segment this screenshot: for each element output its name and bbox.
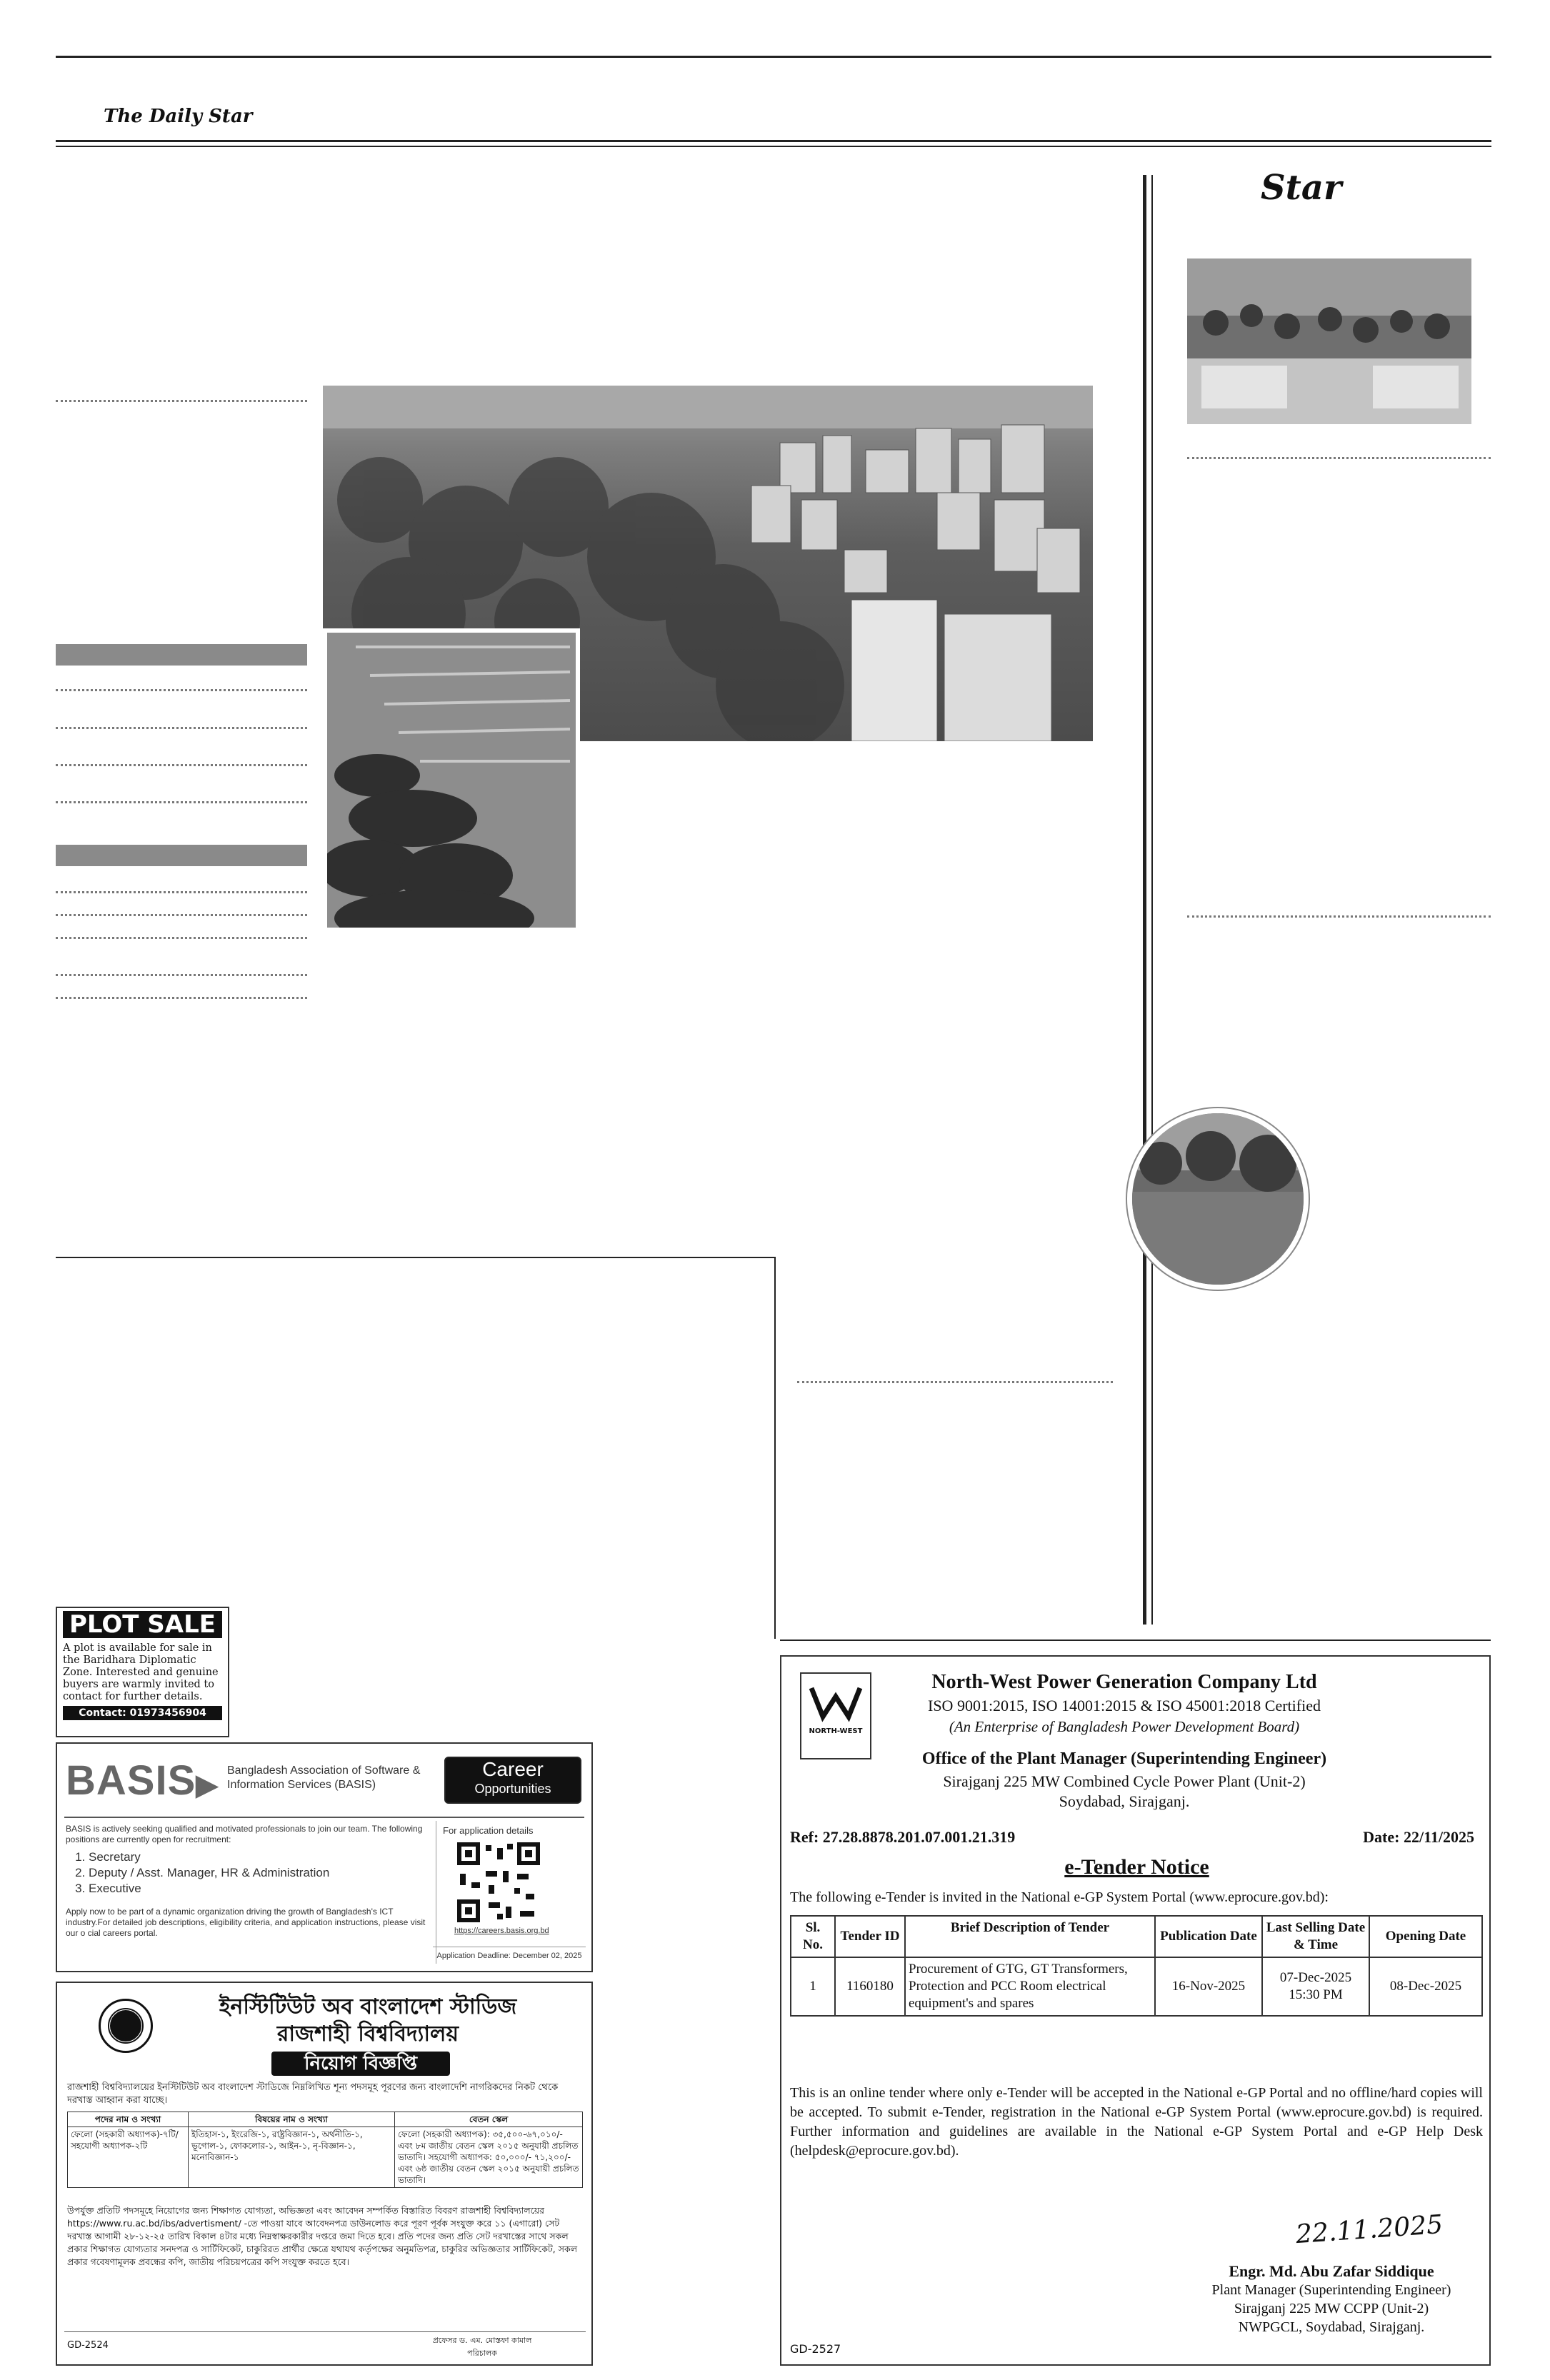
signer-name: Engr. Md. Abu Zafar Siddique bbox=[1229, 2262, 1434, 2280]
table-row bbox=[68, 2127, 583, 2188]
tender-ref: Ref: 27.28.8878.201.07.001.21.319 bbox=[790, 1828, 1016, 1846]
right-divider bbox=[1187, 457, 1491, 459]
left-divider bbox=[56, 974, 307, 976]
table-header: Tender ID bbox=[835, 1916, 905, 1957]
right-column-separator bbox=[1143, 175, 1146, 1625]
nwpgcl-logo-text: NORTH-WEST bbox=[809, 1727, 863, 1735]
basis-positions bbox=[66, 1849, 453, 1897]
nwpgcl-iso: ISO 9001:2015, ISO 14001:2015 & ISO 45001:2018 Certified bbox=[928, 1697, 1321, 1714]
ibs-divider bbox=[64, 2331, 586, 2332]
table-header: Last Selling Date & Time bbox=[1262, 1916, 1369, 1957]
tender-date: Date: 22/11/2025 bbox=[1363, 1828, 1474, 1846]
plot-sale-contact: Contact: 01973456904 bbox=[63, 1706, 222, 1720]
basis-divider bbox=[64, 1817, 584, 1818]
nwpgcl-tender-ad bbox=[780, 1655, 1491, 2366]
ibs-designation: পরিচালক bbox=[467, 2349, 497, 2358]
for-application-label: For application details bbox=[443, 1825, 534, 1836]
masthead: The Daily Star bbox=[104, 106, 253, 127]
mid-divider bbox=[797, 1381, 1113, 1383]
nwpgcl-plant: Sirajganj 225 MW Combined Cycle Power Plant (Unit-2) bbox=[943, 1772, 1306, 1790]
basis-logo bbox=[66, 1757, 219, 1804]
left-section-bar bbox=[56, 644, 307, 666]
signer-location: NWPGCL, Soydabad, Sirajganj. bbox=[1238, 2319, 1425, 2335]
table-cell: 1160180 bbox=[835, 1957, 905, 2016]
ibs-notice-badge: নিয়োগ বিজ্ঞপ্তি bbox=[271, 2052, 450, 2076]
nwpgcl-company: North-West Power Generation Company Ltd bbox=[931, 1671, 1317, 1693]
arrow-right-icon: ▶ bbox=[196, 1769, 219, 1801]
table-header: Opening Date bbox=[1369, 1916, 1482, 1957]
ibs-signatory: প্রফেসর ড. এম. মোস্তফা কামাল bbox=[432, 2336, 532, 2345]
ibs-title: ইনস্টিটিউট অব বাংলাদেশ স্টাডিজ bbox=[219, 1994, 517, 2019]
ibs-footer-text: উপর্যুক্ত প্রতিটি পদসমূহে নিয়োগের জন্য শিক্ষাগত যোগ্যতা, অভিজ্ঞতা এবং আবেদন সম্পর্কিত বিস্তারিত বিবরণ রাজশাহী বিশ্ববিদ্যালয়ের https://www.ru.ac.bd/ibs/advertisment/ -তে পাওয়া যাবে আবেদনপত্র ডাউনলোড করে পূরণ পূর্বক সংযুক্ত করে ১১ (এগারো) সেট দরখাস্ত আগামী ২৮-১২-২৫ তারিখ বিকাল ৪টার মধ্যে নিম্নস্বাক্ষরকারীর দপ্তরে জমা দিতে হবে। প্রতি পদের জন্য প্রতি সেট দরখাস্তের সাথে সকল প্রকার শিক্ষাগত যোগ্যতার সনদপত্র ও সার্টিফিকেট, চাকুরিরত প্রার্থীর ক্ষেত্রে যথাযথ কর্তৃপক্ষের অনুমতিপত্র, চাকুরির অভিজ্ঞতার সার্টিফিকেট, সকল প্রকার গবেষণামূলক প্রবন্ধের কপি, জাতীয় পরিচয়পত্রের কপি সংযুক্ত করতে হবে। bbox=[67, 2205, 578, 2267]
table-cell: ফেলো (সহকারী অধ্যাপক): ৩৫,৫০০-৬৭,০১০/- এবং ৮ম জাতীয় বেতন স্কেল ২০১৫ অনুযায়ী প্রচলিত ভাতাদি। সহযোগী অধ্যাপক: ৫০,০০০/- ৭১,২০০/- এবং ৬ষ্ঠ জাতীয় বেতন স্কেল ২০১৫ অনুযায়ী প্রচলিত ভাতাদি। bbox=[395, 2127, 583, 2188]
header-double-rule bbox=[56, 140, 1491, 142]
table-cell: ইতিহাস-১, ইংরেজি-১, রাষ্ট্রবিজ্ঞান-১, অর্থনীতি-১, ভূগোল-১, ফোকলোর-১, আইন-১, নৃ-বিজ্ঞান-১, মনোবিজ্ঞান-১ bbox=[189, 2127, 395, 2188]
basis-logo-text: BASIS bbox=[66, 1757, 196, 1804]
left-divider bbox=[56, 727, 307, 729]
plot-sale-body: A plot is available for sale in the Baridhara Diplomatic Zone. Interested and genuine buyers are warmly invited to contact for further details. bbox=[63, 1642, 219, 1702]
inset-plant-photo bbox=[323, 628, 580, 932]
nwpgcl-logo bbox=[800, 1672, 871, 1759]
tender-table bbox=[790, 1915, 1483, 2017]
basis-deadline: Application Deadline: December 02, 2025 bbox=[433, 1947, 586, 1960]
signature-date: 22.11.2025 bbox=[1294, 2209, 1444, 2250]
right-divider bbox=[1187, 915, 1491, 918]
table-row bbox=[791, 1957, 1482, 2016]
table-cell: Procurement of GTG, GT Transformers, Protection and PCC Room electrical equipment's and spares bbox=[905, 1957, 1155, 2016]
table-cell: 07-Dec-2025 15:30 PM bbox=[1262, 1957, 1369, 2016]
table-header: Brief Description of Tender bbox=[905, 1916, 1155, 1957]
nwpgcl-office: Office of the Plant Manager (Superintending Engineer) bbox=[921, 1749, 1327, 1768]
nwpgcl-logo-icon bbox=[807, 1681, 864, 1724]
qr-code-icon bbox=[457, 1842, 540, 1922]
ibs-recruitment-ad bbox=[56, 1982, 593, 2366]
position-item: 2. Deputy / Asst. Manager, HR & Administration bbox=[89, 1865, 453, 1881]
left-divider bbox=[56, 689, 307, 691]
left-divider bbox=[56, 400, 307, 402]
nwpgcl-code: GD-2527 bbox=[790, 2342, 841, 2356]
table-cell: 08-Dec-2025 bbox=[1369, 1957, 1482, 2016]
ibs-intro: রাজশাহী বিশ্ববিদ্যালয়ের ইনস্টিটিউট অব বাংলাদেশ স্টাডিজে নিম্নলিখিত শূন্য পদসমূহ পূরণের জন্য বাংলাদেশি নাগরিকদের নিকট থেকে দরখাস্ত আহ্বান করা যাচ্ছে। bbox=[67, 2082, 559, 2106]
table-cell: ফেলো (সহকারী অধ্যাপক)-৭টি/ সহযোগী অধ্যাপক-২টি bbox=[68, 2127, 189, 2188]
right-column-separator-thin bbox=[1151, 175, 1153, 1625]
left-divider bbox=[56, 937, 307, 939]
ibs-university: রাজশাহী বিশ্ববিদ্যালয় bbox=[276, 2022, 459, 2047]
table-header: Publication Date bbox=[1155, 1916, 1262, 1957]
career-title: Career bbox=[482, 1758, 544, 1780]
circular-field-photo-art bbox=[1132, 1113, 1304, 1285]
ibs-table bbox=[67, 2112, 583, 2188]
signer-title: Plant Manager (Superintending Engineer) bbox=[1211, 2282, 1451, 2298]
left-divider bbox=[56, 914, 307, 916]
left-divider bbox=[56, 801, 307, 803]
crowd-photo bbox=[1187, 258, 1471, 424]
basis-intro: BASIS is actively seeking qualified and motivated professionals to join our team. The following positions are currently open for recruitment: bbox=[66, 1824, 423, 1844]
nwpgcl-location: Soydabad, Sirajganj. bbox=[1059, 1792, 1190, 1810]
signer-plant: Sirajganj 225 MW CCPP (Unit-2) bbox=[1234, 2301, 1429, 2316]
basis-closing: Apply now to be part of a dynamic organization driving the growth of Bangladesh's ICT industry.For detailed job descriptions, eligibility criteria, and application instructions, please visit our o cial careers portal. bbox=[66, 1907, 426, 1938]
table-header-row bbox=[68, 2112, 583, 2127]
inset-plant-photo-art bbox=[327, 633, 576, 928]
position-item: 3. Executive bbox=[89, 1881, 453, 1897]
basis-url[interactable]: https://careers.basis.org.bd bbox=[454, 1927, 549, 1935]
left-divider bbox=[56, 764, 307, 766]
qr-code-art bbox=[457, 1842, 540, 1922]
table-cell: 1 bbox=[791, 1957, 835, 2016]
top-rule bbox=[56, 56, 1491, 58]
position-item: 1. Secretary bbox=[89, 1849, 453, 1865]
left-divider bbox=[56, 997, 307, 999]
lower-right-rule bbox=[780, 1640, 1491, 1641]
left-divider bbox=[56, 891, 307, 893]
career-sub: Opportunities bbox=[474, 1782, 551, 1796]
table-header: বিষয়ের নাম ও সংখ্যা bbox=[189, 2112, 395, 2127]
mid-section-vertical bbox=[774, 1257, 776, 1639]
star-logo: Star bbox=[1261, 168, 1342, 208]
crowd-photo-art bbox=[1187, 258, 1471, 424]
table-header: পদের নাম ও সংখ্যা bbox=[68, 2112, 189, 2127]
table-header: Sl. No. bbox=[791, 1916, 835, 1957]
table-cell: 16-Nov-2025 bbox=[1155, 1957, 1262, 2016]
tender-invite: The following e-Tender is invited in the National e-GP System Portal (www.eprocure.gov.bd): bbox=[790, 1889, 1329, 1905]
ibs-code: GD-2524 bbox=[67, 2340, 109, 2351]
basis-career-ad bbox=[56, 1742, 593, 1972]
career-box bbox=[444, 1757, 581, 1804]
header-double-rule-2 bbox=[56, 146, 1491, 147]
seal-inner bbox=[107, 2007, 144, 2044]
notice-title: e-Tender Notice bbox=[1064, 1855, 1209, 1879]
table-header: বেতন স্কেল bbox=[395, 2112, 583, 2127]
left-section-bar bbox=[56, 845, 307, 866]
plot-sale-title: PLOT SALE bbox=[63, 1611, 222, 1638]
nwpgcl-enterprise: (An Enterprise of Bangladesh Power Development Board) bbox=[949, 1718, 1300, 1735]
table-header-row bbox=[791, 1916, 1482, 1957]
basis-org-name: Bangladesh Association of Software & Information Services (BASIS) bbox=[227, 1764, 421, 1791]
circular-field-photo bbox=[1127, 1108, 1309, 1290]
university-seal-icon bbox=[99, 1999, 153, 2053]
plot-sale-ad bbox=[56, 1607, 229, 1737]
tender-note: This is an online tender where only e-Tender will be accepted in the National e-GP Portal and no offline/hard copies will be accepted. To submit e-Tender, registration in the National e-GP System Portal (www.eprocure.gov.bd) is required. Further information and guidelines are available in the National e-GP System Portal and e-GP Help Desk (helpdesk@eprocure.gov.bd). bbox=[790, 2085, 1483, 2159]
mid-section-rule bbox=[56, 1257, 776, 1258]
